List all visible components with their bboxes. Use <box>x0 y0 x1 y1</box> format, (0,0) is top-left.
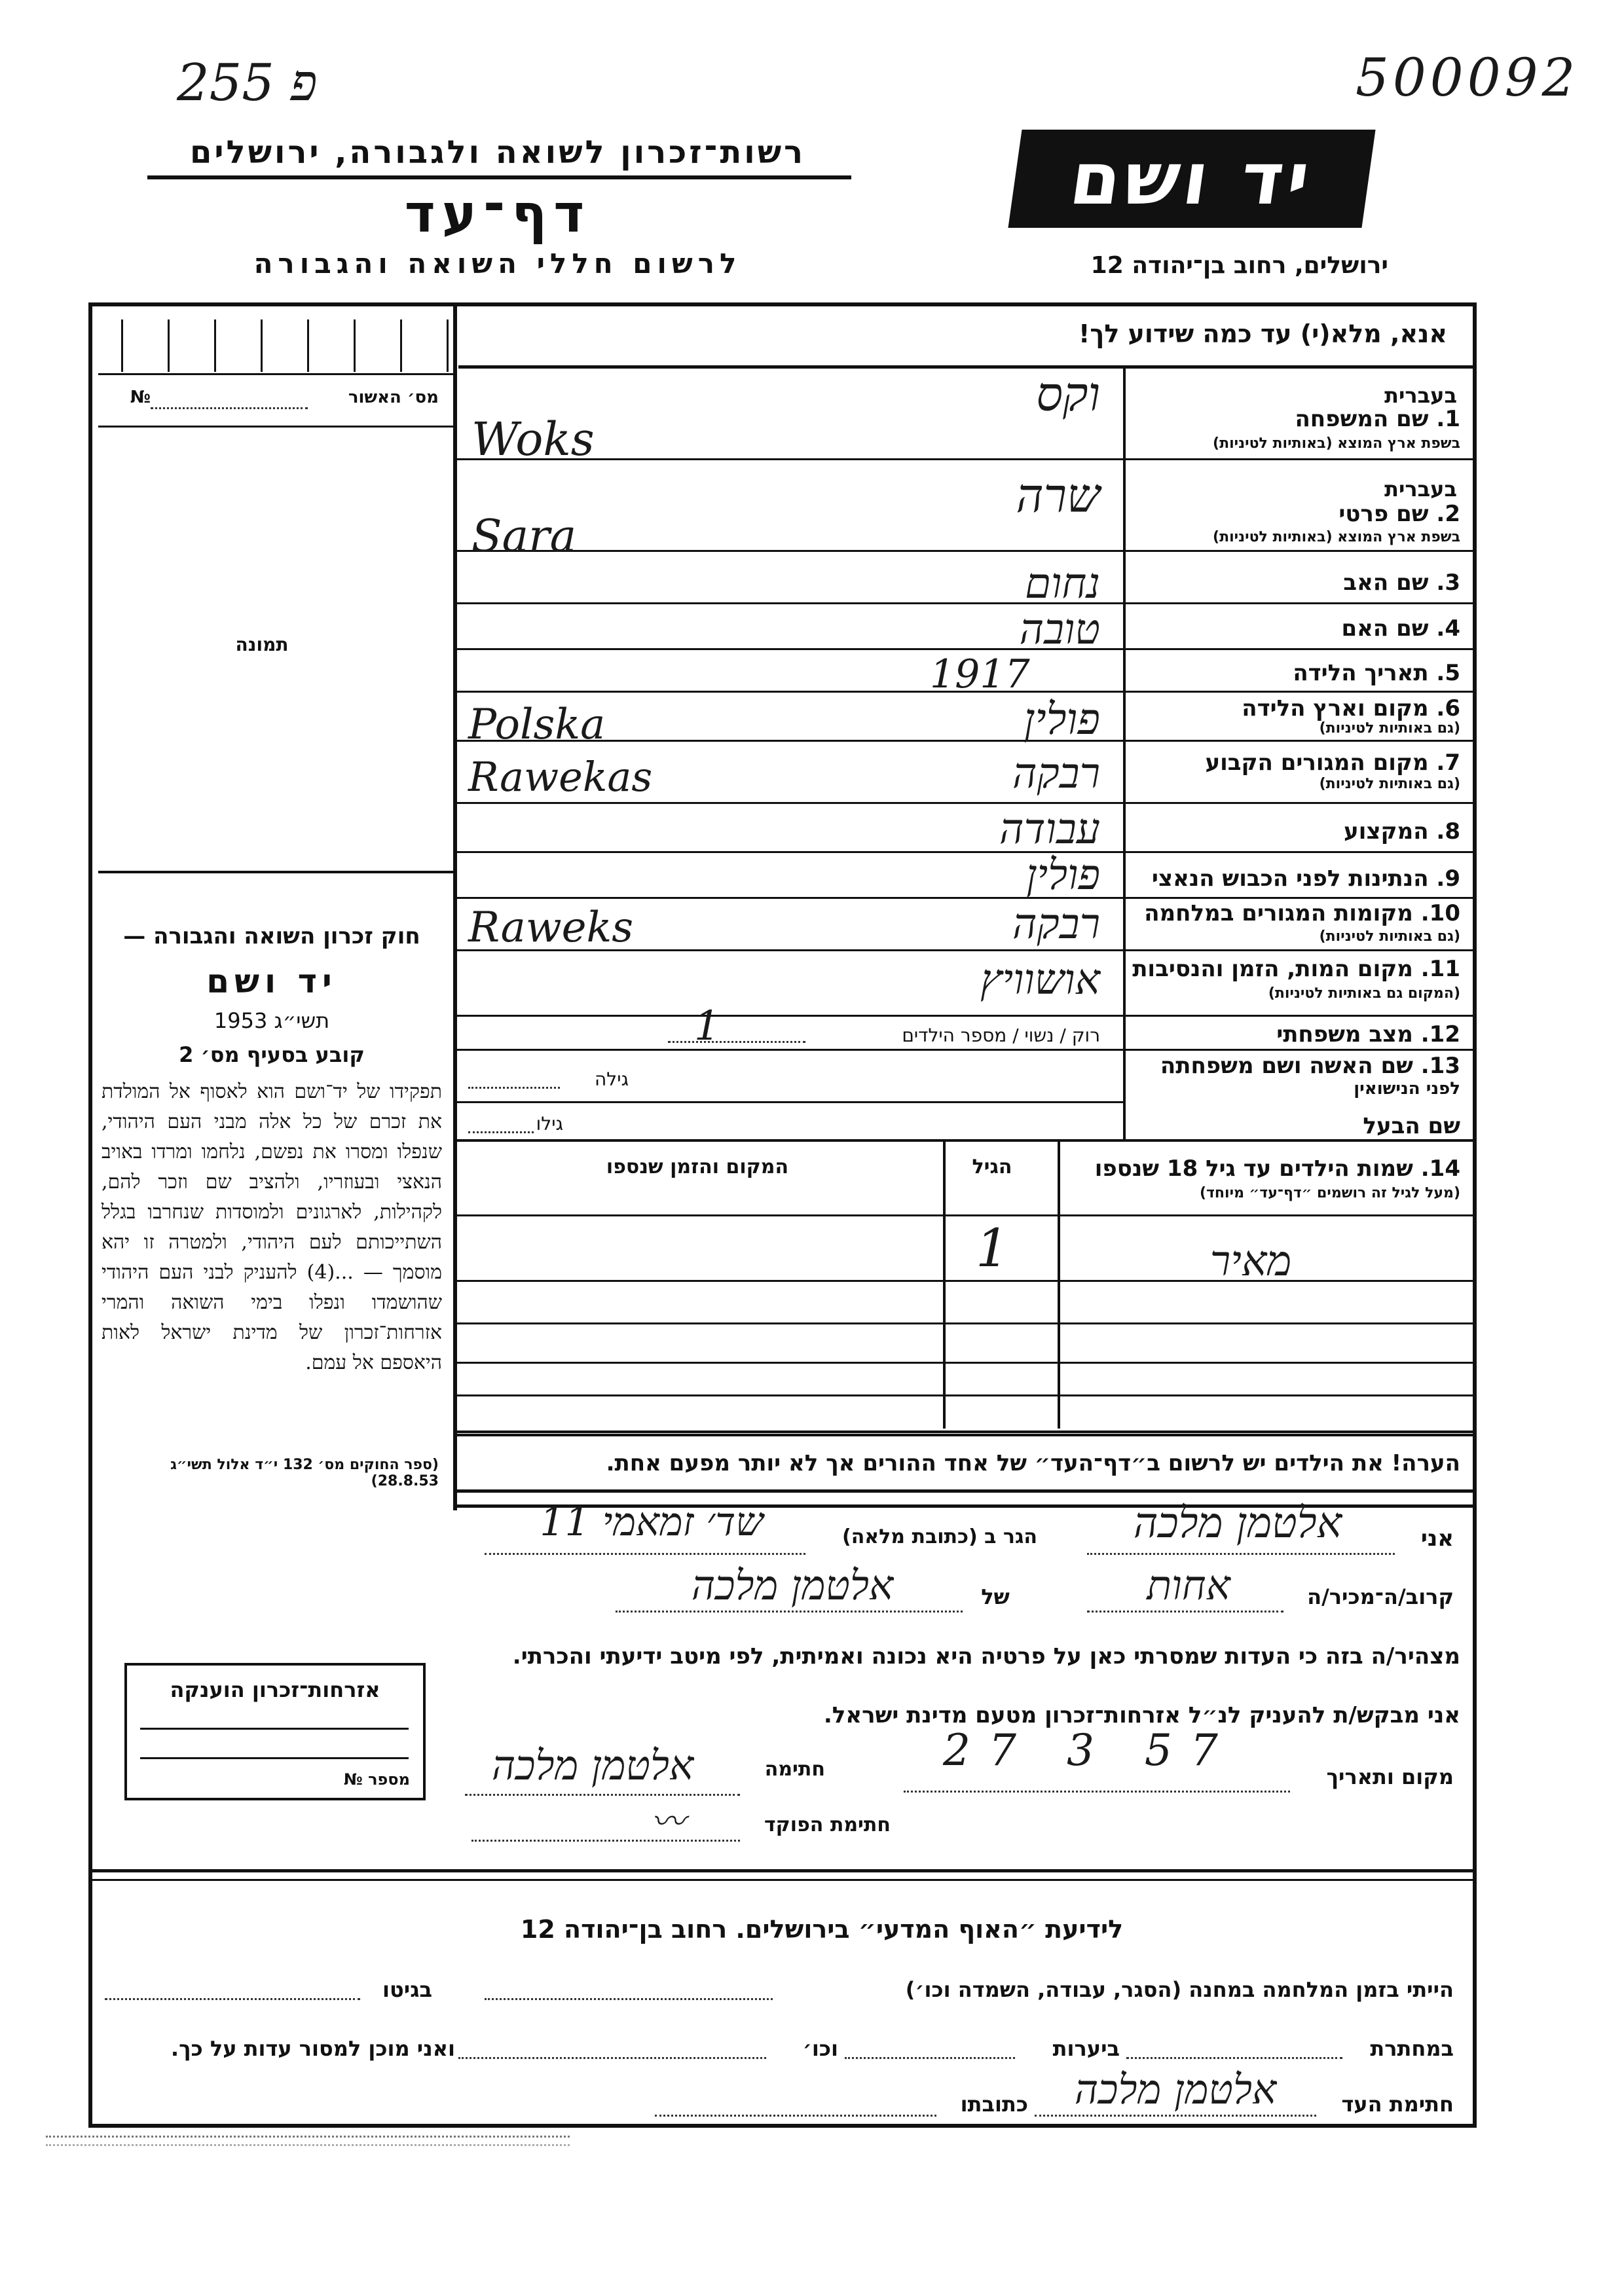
law-text: תפקידו של יד־ושם הוא לאסוף אל המולדת את זכרם של כל אלה מבני העם היהודי, שנפלו ומסרו את נפשם, נלחמו ומרדו באויב הנאצי ובעוזריו, ולהציב שם וזכר להם, לקהילות, לארגונים ולמוסדות שנחרבו בגלל השתייכותם לעם היהודי, ולמטרה זו יהא מוסמך — ...(4) להעניק לבני העם היהודי שהושמדו ונפלו בימי השואה והמרי אזרחות־זכרון של מדינת ישראל לאות היאספם אל עמם. <box>101 1080 442 1374</box>
law-name: יד ושם <box>206 962 337 1000</box>
place-date-label: מקום ותאריך <box>1326 1764 1454 1789</box>
field-10-latin-label: (גם באותיות לטיניות) <box>1319 928 1460 945</box>
field-5-value: 1917 <box>930 651 1030 697</box>
field-10-label: 10. מקומות המגורים במלחמה <box>1144 900 1460 926</box>
certificate-title: אזרחות־זכרון הוענקה <box>170 1677 380 1702</box>
field-4-label: 4. שם האם <box>1341 615 1460 642</box>
field-9-label: 9. הנתינות לפני הכבוש הנאצי <box>1151 866 1460 892</box>
law-year: תשי״ג 1953 <box>213 1008 330 1033</box>
husband-label: שם הבעל <box>1363 1113 1460 1139</box>
age-label: גילה <box>594 1068 629 1090</box>
relation: אחות <box>1147 1561 1230 1609</box>
field-3-value: נחום <box>1025 560 1100 608</box>
relative-label: קרוב/ה־מכיר/ה <box>1307 1584 1454 1609</box>
certificate-no-label: מספר № <box>343 1770 410 1789</box>
field-2-latin-value: Sara <box>471 511 577 562</box>
corner-handwritten-right: 500092 <box>1356 47 1579 108</box>
approval-no-label: № <box>130 388 151 407</box>
scan-streak <box>46 2136 570 2146</box>
field-3-label: 3. שם האב <box>1343 570 1460 596</box>
authority-name: רשות־זכרון לשואה ולגבורה, ירושלים <box>189 134 806 171</box>
field-11-label: 11. מקום המות, הזמן והנסיבות <box>1132 956 1460 982</box>
field-6-label: 6. מקום וארץ הלידה <box>1242 695 1460 721</box>
declarant-i-label: אני <box>1420 1525 1454 1552</box>
date: 27 3 57 <box>943 1725 1236 1776</box>
field-7-latin-value: Rawekas <box>468 753 653 801</box>
children-header: 14. שמות הילדים עד גיל 18 שנספו <box>1094 1156 1460 1182</box>
field-1-latin-value: Woks <box>471 412 595 466</box>
field-9-value: פולין <box>1026 851 1100 900</box>
form-subtitle: לרשום חללי השואה והגבורה <box>253 247 742 280</box>
field-10-latin-value: Raweks <box>468 903 634 952</box>
info-etc: וכו׳ <box>802 2036 838 2061</box>
children-count: 1 <box>694 1002 720 1049</box>
info-forests: ביערות <box>1052 2036 1120 2061</box>
remark: הערה! את הילדים יש לרשום ב״דף־העד״ של אחד ההורים אך לא יותר מפעם אחת. <box>606 1450 1460 1476</box>
law-clause: קובע בסעיף מס׳ 2 <box>179 1042 365 1067</box>
age2-label: גילו <box>536 1113 563 1135</box>
form-title: דף־עד <box>404 183 591 244</box>
law-source: (ספר החוקים מס׳ 132 י״ד אלול תשי״ג 28.8.53) <box>170 1457 439 1489</box>
address: ירושלים, רחוב בן־יהודה 12 <box>1090 252 1388 279</box>
officer-signature-mark: 〰 <box>650 1802 685 1842</box>
info-underground: במחתרת <box>1370 2036 1454 2061</box>
child-age: 1 <box>976 1218 1009 1279</box>
approval-boxes <box>121 319 449 372</box>
child-name: מאיר <box>1209 1237 1292 1286</box>
resides-label: הגר ב (כתובת מלאה) <box>841 1525 1037 1548</box>
field-11-latin-label: (המקום גם באותיות לטיניות) <box>1268 985 1460 1002</box>
field-6-latin-label: (גם באותיות לטיניות) <box>1319 720 1460 737</box>
field-1-latin-label: בשפת ארץ המוצא (באותיות לטיניות) <box>1213 435 1460 452</box>
field-6-hebrew-value: פולין <box>1024 694 1100 744</box>
field-1-hebrew-value: וקס <box>1036 367 1100 422</box>
declarant-name: אלטמן מלכה <box>1133 1499 1342 1548</box>
certificate-box <box>124 1663 426 1800</box>
field-2-latin-label: בשפת ארץ המוצא (באותיות לטיניות) <box>1213 529 1460 545</box>
field-10-hebrew-value: רבקה <box>1012 900 1100 949</box>
field-6-latin-value: Polska <box>468 701 606 749</box>
witness-address-label: כתובתו <box>960 2092 1028 2117</box>
field-8-value: עבודה <box>999 805 1100 854</box>
declarant-address: שד׳ זמאמי 11 <box>540 1499 764 1545</box>
field-7-hebrew-value: רבקה <box>1012 750 1100 798</box>
field-1-hebrew-label: בעברית <box>1384 383 1457 408</box>
witness-sig-label: חתימת העד <box>1341 2092 1454 2117</box>
logo: יד ושם <box>1008 130 1375 228</box>
field-7-latin-label: (גם באותיות לטיניות) <box>1319 776 1460 792</box>
field-7-label: 7. מקום המגורים הקבוע <box>1205 750 1460 776</box>
corner-handwritten-left: 255 פ <box>177 54 318 113</box>
field-13-sublabel: לפני הנישואין <box>1354 1079 1460 1099</box>
children-place-header: המקום והזמן שנספו <box>606 1156 789 1178</box>
signature-label: חתימה <box>764 1758 825 1781</box>
field-2-label: 2. שם פרטי <box>1338 501 1460 527</box>
field-11-value: אושוויץ <box>980 956 1100 1004</box>
field-2-hebrew-value: שרה <box>1016 468 1100 523</box>
officer-label: חתימת הפוקד <box>764 1813 891 1836</box>
field-4-value: טובה <box>1019 606 1100 654</box>
field-8-label: 8. המקצוע <box>1344 818 1460 845</box>
instruction: אנא, מלא(י) עד כמה שידוע לך! <box>1079 319 1447 348</box>
info-title: לידיעת ״האוף המדעי״ בירושלים. רחוב בן־יהודה 12 <box>520 1915 1124 1944</box>
field-5-label: 5. תאריך הלידה <box>1293 660 1460 686</box>
info-testimony: ואני מוכן למסור עדות על כך. <box>170 2036 455 2061</box>
marital-options: רוק / נשוי / מספר הילדים <box>902 1025 1100 1046</box>
field-12-label: 12. מצב משפחתי <box>1276 1021 1460 1048</box>
request: אני מבקש/ת להעניק לנ״ל אזרחות־זכרון מטעם מדינת ישראל. <box>823 1702 1460 1728</box>
signature: אלטמן מלכה <box>491 1741 694 1789</box>
children-age-header: הגיל <box>972 1156 1012 1178</box>
children-note: (מעל לגיל זה רושמים ״דף־עד״ מיוחד) <box>1199 1185 1460 1201</box>
field-2-hebrew-label: בעברית <box>1384 477 1457 501</box>
declaration: מצהיר/ה בזה כי העדות שמסרתי כאן על פרטיה היא נכונה ואמיתית, לפי מיטב ידיעתי והכרתי. <box>512 1643 1460 1669</box>
photo-label: תמונה <box>235 634 289 655</box>
of-label: של <box>981 1584 1010 1609</box>
info-ghetto: בגיטו <box>382 1977 432 2002</box>
approval-label: מס׳ האשור <box>348 388 439 407</box>
field-1-label: 1. שם המשפחה <box>1295 406 1460 432</box>
of-name: אלטמן מלכה <box>691 1561 894 1609</box>
field-13-label: 13. שם האשה ושם משפחתה <box>1160 1053 1460 1079</box>
law-title: חוק זכרון השואה והגבורה — <box>123 923 420 949</box>
info-line1: הייתי בזמן המלחמה במחנה (הסגר, עבודה, השמדה וכו׳) <box>905 1977 1454 2002</box>
witness-signature: אלטמן מלכה <box>1074 2066 1277 2113</box>
